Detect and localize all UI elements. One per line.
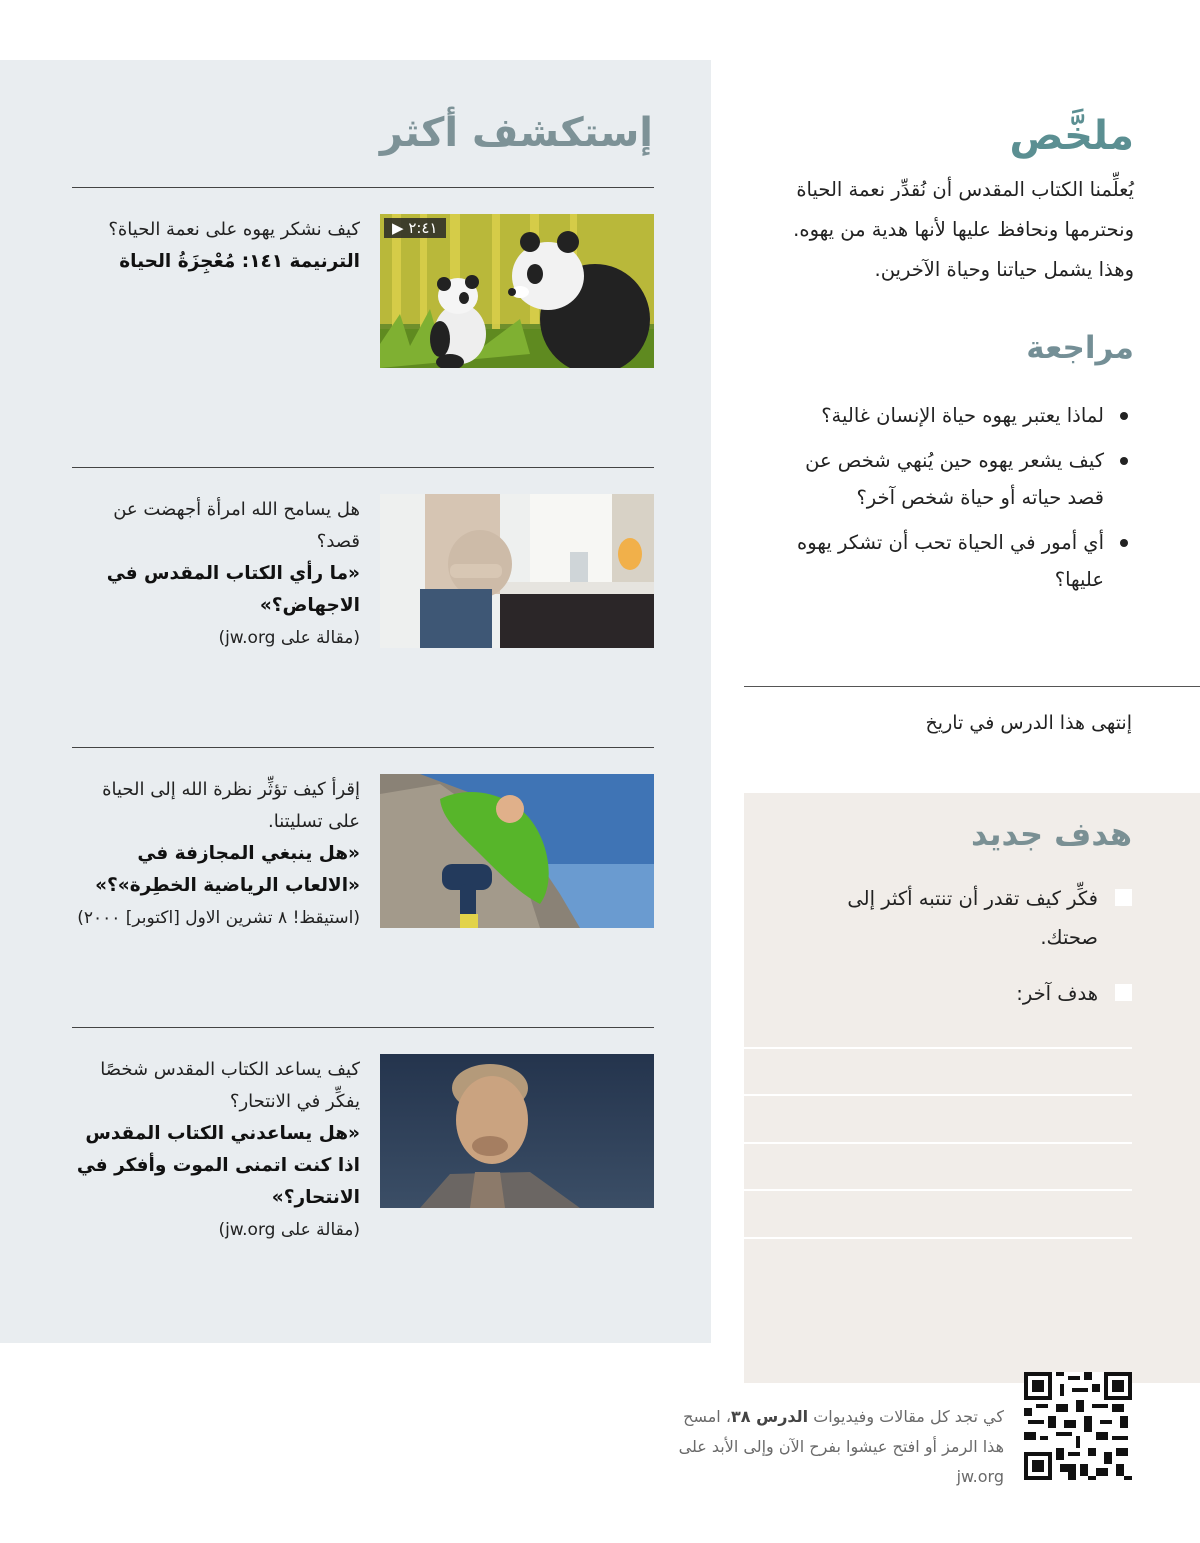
write-line[interactable] xyxy=(744,1237,1132,1239)
goal-title: هدف جديد xyxy=(970,815,1132,853)
footer-lesson-number: الدرس ٣٨ xyxy=(731,1407,809,1426)
video-thumbnail[interactable] xyxy=(380,214,654,368)
review-list xyxy=(764,397,1134,598)
goal-item[interactable] xyxy=(802,879,1132,957)
qr-code[interactable] xyxy=(1024,1372,1132,1480)
item-source-note: (مقالة على jw.org) xyxy=(218,1220,360,1240)
item-text xyxy=(72,774,360,934)
item-link-title[interactable]: «ما رأي الكتاب المقدس في الاجهاض؟» xyxy=(106,563,360,616)
explore-item-abortion[interactable] xyxy=(72,494,654,650)
item-text xyxy=(72,214,360,278)
item-question: كيف يساعد الكتاب المقدس شخصًا يفكِّر في الانتحار؟ xyxy=(100,1059,360,1112)
pregnant-woman-icon xyxy=(380,494,654,648)
goal-item-label: هدف آخر: xyxy=(1016,982,1098,1005)
review-question: كيف يشعر يهوه حين يُنهي شخص عن قصد حياته أو حياة شخص آخر؟ xyxy=(764,442,1104,516)
divider xyxy=(72,467,654,468)
summary-text: يُعلِّمنا الكتاب المقدس أن نُقدِّر نعمة الحياة ونحترمها ونحافظ عليها لأنها هدية من يهوه. وهذا يشمل حياتنا وحياة الآخرين. xyxy=(793,178,1134,281)
video-duration: ▶ ٢:٤١ xyxy=(384,218,446,238)
summary-section xyxy=(744,112,1200,598)
explore-item-sports[interactable] xyxy=(72,774,654,930)
review-question: لماذا يعتبر يهوه حياة الإنسان غالية؟ xyxy=(764,397,1104,434)
divider xyxy=(72,1027,654,1028)
item-source-note: (استيقظ! ٨ تشرين الاول [اكتوبر] ٢٠٠٠) xyxy=(77,908,360,928)
footer-note xyxy=(674,1402,1004,1492)
lesson-finished-label: إنتهى هذا الدرس في تاريخ xyxy=(925,712,1132,734)
review-title: مراجعة xyxy=(1026,330,1134,366)
item-source-note: (مقالة على jw.org) xyxy=(218,628,360,648)
write-line[interactable] xyxy=(744,1094,1132,1096)
climber-icon xyxy=(380,774,654,928)
summary-title: ملخَّص xyxy=(1009,113,1134,159)
write-line[interactable] xyxy=(744,1189,1132,1191)
item-text xyxy=(72,1054,360,1246)
footer-line1-prefix: كي تجد كل مقالات وفيديوات xyxy=(808,1407,1004,1426)
item-text xyxy=(72,494,360,654)
divider xyxy=(72,187,654,188)
article-thumbnail[interactable] xyxy=(380,774,654,928)
goal-item[interactable] xyxy=(802,974,1132,1013)
item-link-title[interactable]: الترنيمة ١٤١: مُعْجِزَةُ الحياة xyxy=(119,251,360,272)
explore-panel xyxy=(0,60,711,1343)
article-thumbnail[interactable] xyxy=(380,1054,654,1208)
sad-man-icon xyxy=(380,1054,654,1208)
divider xyxy=(72,747,654,748)
item-link-title[interactable]: «هل يساعدني الكتاب المقدس اذا كنت اتمنى الموت وأفكر في الانتحار؟» xyxy=(76,1123,360,1208)
goal-checkbox[interactable] xyxy=(1115,889,1132,906)
explore-item-suicide[interactable] xyxy=(72,1054,654,1240)
review-question: أي أمور في الحياة تحب أن تشكر يهوه عليها؟ xyxy=(764,524,1104,598)
item-link-title[interactable]: «هل ينبغي المجازفة في «الالعاب الرياضية الخطِرة»؟» xyxy=(95,843,360,896)
item-question: كيف نشكر يهوه على نعمة الحياة؟ xyxy=(108,219,360,240)
summary-column xyxy=(744,60,1200,606)
qr-code-icon xyxy=(1024,1372,1132,1480)
article-thumbnail[interactable] xyxy=(380,494,654,648)
divider xyxy=(744,686,1200,687)
new-goal-box xyxy=(744,793,1200,1383)
goal-checkbox[interactable] xyxy=(1115,984,1132,1001)
footer-line1-suffix: ، xyxy=(725,1407,732,1426)
footer-line2: امسح هذا الرمز أو افتح عيشوا بفرح الآن وإلى الأبد على jw.org xyxy=(678,1407,1004,1486)
item-question: هل يسامح الله امرأة أجهضت عن قصد؟ xyxy=(113,499,360,552)
goal-item-label: فكِّر كيف تقدر أن تنتبه أكثر إلى صحتك. xyxy=(847,887,1098,949)
explore-title: إستكشف أكثر xyxy=(379,110,653,156)
write-line[interactable] xyxy=(744,1047,1132,1049)
explore-item-song[interactable] xyxy=(72,214,654,370)
item-question: إقرأ كيف تؤثِّر نظرة الله إلى الحياة على تسليتنا. xyxy=(102,779,360,832)
write-line[interactable] xyxy=(744,1142,1132,1144)
